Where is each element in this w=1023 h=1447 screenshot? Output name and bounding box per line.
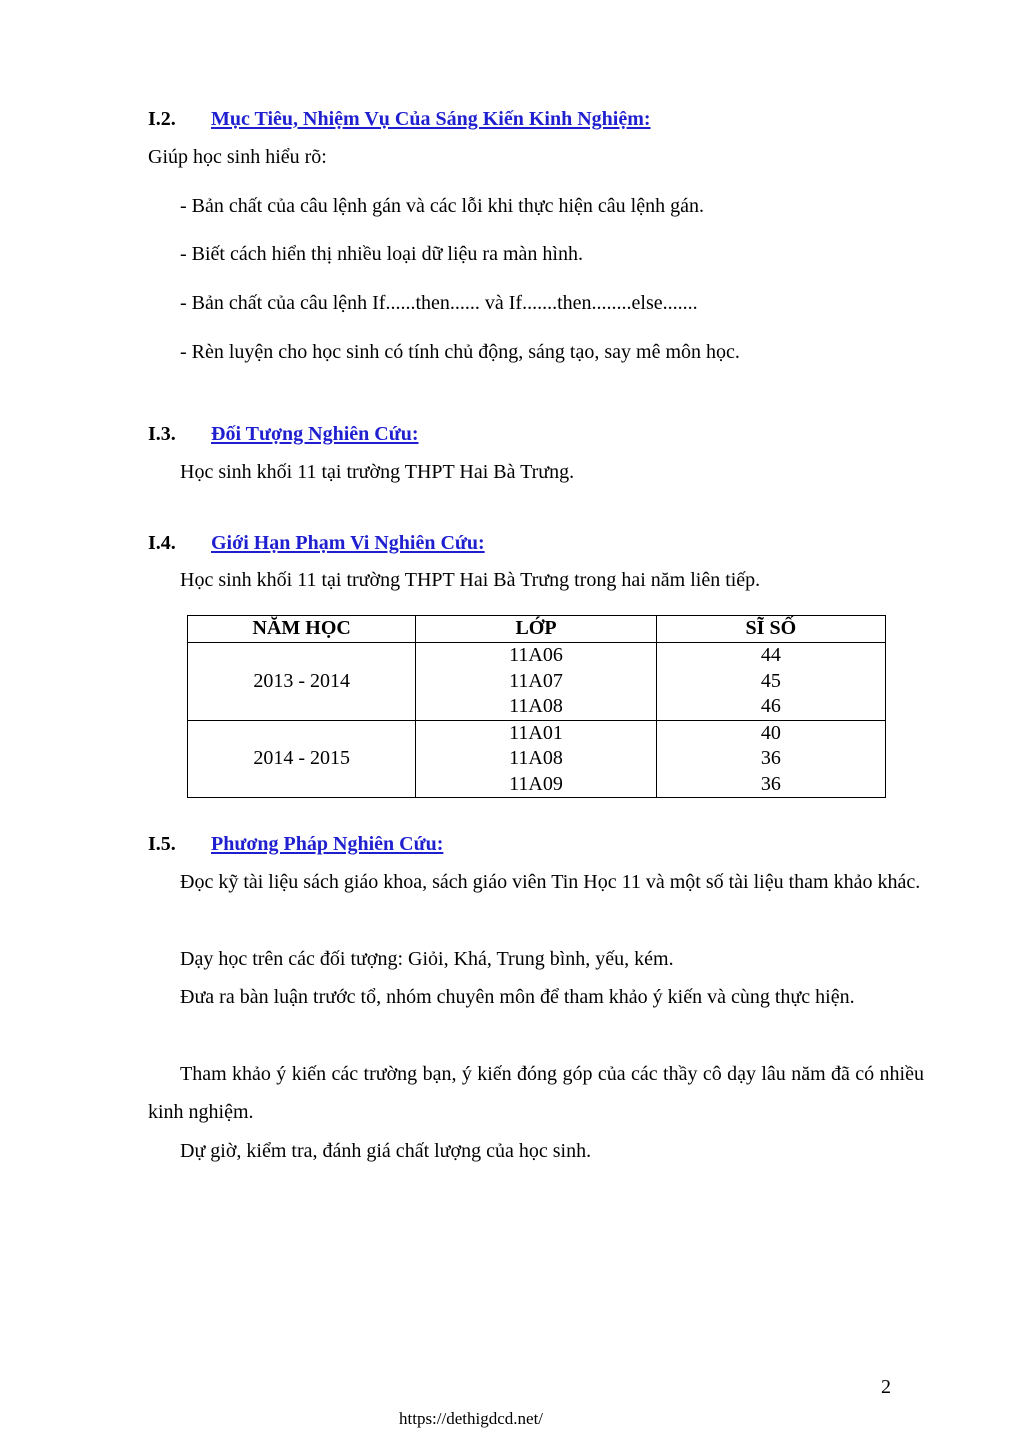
paragraph: Dự giờ, kiểm tra, đánh giá chất lượng của học sinh.: [180, 1140, 592, 1162]
section-number: I.2.: [148, 108, 176, 130]
section-title: Mục Tiêu, Nhiệm Vụ Của Sáng Kiến Kinh Nghiệm:: [211, 108, 651, 130]
class-value: 11A09: [509, 772, 563, 795]
list-item: - Bản chất của câu lệnh gán và các lỗi khi thực hiện câu lệnh gán.: [180, 195, 704, 217]
paragraph: Đọc kỹ tài liệu sách giáo khoa, sách giáo viên Tin Học 11 và một số tài liệu tham khảo khác.: [180, 871, 921, 893]
count-cell: [656, 720, 885, 798]
section-title: Giới Hạn Phạm Vi Nghiên Cứu:: [211, 532, 485, 554]
section-i4-text: Học sinh khối 11 tại trường THPT Hai Bà Trưng trong hai năm liên tiếp.: [180, 569, 761, 591]
section-number: I.3.: [148, 423, 176, 445]
table-header: NĂM HỌC: [188, 616, 416, 643]
year-cell: 2014 - 2015: [188, 720, 416, 798]
table-header: SĨ SỐ: [656, 616, 885, 643]
table-row: [188, 720, 886, 798]
year-cell: 2013 - 2014: [188, 643, 416, 721]
list-item: - Rèn luyện cho học sinh có tính chủ động, sáng tạo, say mê môn học.: [180, 341, 740, 363]
count-value: 45: [760, 669, 781, 692]
paragraph: Dạy học trên các đối tượng: Giỏi, Khá, Trung bình, yếu, kém.: [180, 948, 674, 970]
footer-url[interactable]: https://dethigdcd.net/: [399, 1409, 544, 1428]
page-number: 2: [881, 1376, 891, 1398]
section-title: Đối Tượng Nghiên Cứu:: [211, 423, 419, 445]
section-i3-text: Học sinh khối 11 tại trường THPT Hai Bà Trưng.: [180, 461, 575, 483]
class-value: 11A08: [509, 695, 563, 717]
list-item: - Bản chất của câu lệnh If......then...... và If.......then........else.......: [180, 292, 698, 314]
class-value: 11A08: [509, 747, 563, 769]
class-cell: [416, 643, 656, 721]
class-value: 11A06: [509, 644, 563, 666]
class-size-table: [187, 615, 886, 798]
count-value: 46: [760, 695, 781, 717]
section-number: I.5.: [148, 833, 176, 855]
count-value: 40: [760, 721, 781, 744]
count-cell: [656, 643, 885, 721]
paragraph: Tham khảo ý kiến các trường bạn, ý kiến đóng góp của các thầy cô dạy lâu năm đã có nhiều kinh nghiệm.: [148, 1063, 924, 1123]
paragraph: Đưa ra bàn luận trước tổ, nhóm chuyên môn để tham khảo ý kiến và cùng thực hiện.: [180, 986, 855, 1008]
table-header: LỚP: [416, 616, 656, 643]
count-value: 36: [760, 747, 781, 769]
list-item: - Biết cách hiển thị nhiều loại dữ liệu ra màn hình.: [180, 243, 583, 265]
section-number: I.4.: [148, 532, 176, 554]
section-title: Phương Pháp Nghiên Cứu:: [211, 833, 444, 855]
section-i2-intro: Giúp học sinh hiểu rõ:: [148, 146, 327, 168]
count-value: 36: [760, 772, 781, 795]
class-value: 11A07: [509, 669, 563, 692]
table-header-row: [188, 616, 886, 643]
count-value: 44: [760, 644, 781, 666]
class-cell: [416, 720, 656, 798]
class-value: 11A01: [509, 721, 563, 744]
table-row: [188, 643, 886, 721]
